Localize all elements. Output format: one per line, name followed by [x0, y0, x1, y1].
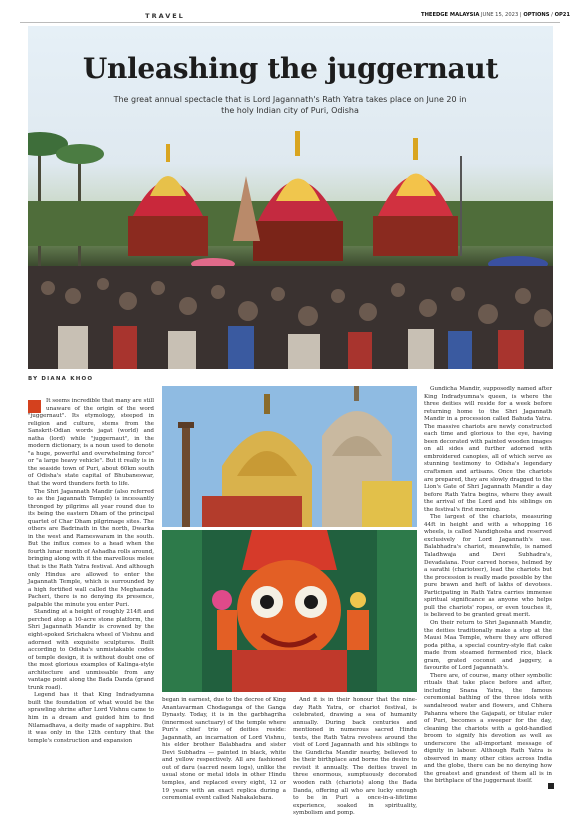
article-paragraph: It seems incredible that many are still unaware of the origin of the word "juggernaut". Its etymology, steeped in religion and culture, stems from the Sanskrit-Odian words jagat (world) and natha (lord) while "juggernaut", in the modern dictionary, is a noun used to denote "a huge, powerful and overwhelming force" or "a large heavy vehicle". But it really is in the seaside town of Puri, about 60km south of Odisha's state capital of Bhubaneswar, that the word thunders forth to life. [28, 398, 154, 488]
section-code: OPTIONS [523, 12, 550, 18]
article-column-4 [424, 386, 552, 791]
article-paragraph: On their return to Shri Jagannath Mandir, the deities traditionally make a stop at the Mausi Maa Temple, where they are offered poda pitha, a special country-style flat cake made from steamed fermented rice, black gram, grated coconut and jaggery, a favourite of Lord Jagannath's. [424, 619, 552, 672]
section-label: TRAVEL [145, 12, 185, 20]
drop-cap-square [28, 400, 41, 413]
article-column-3 [293, 697, 417, 817]
headline: Unleashing the juggernaut [82, 52, 499, 85]
deity-photo [162, 530, 417, 692]
article-paragraph: The Shri Jagannath Mandir (also referred to as the Jagannath Temple) is incessantly thronged by pilgrims all year round due to its being the eastern Dham of the principal quartet of Char Dham pilgrimage sites. The others are Badrinath in the north, Dwarka in the west and Rameswaram in the south. But the influx comes to a head when the fourth lunar month of Ashadha rolls around, bringing along with it the marvellous melee that is the Rath Yatra festival. And although only Hindus are allowed to enter the Jagannath Temple, which is surrounded by a high fortified wall called the Meghanada Pacheri, there is no denying its presence, palpable the minute you enter Puri. [28, 488, 154, 608]
header-rule [20, 22, 560, 23]
article-paragraph: began in earnest, due to the decree of King Anantavarman Chodaganga of the Ganga Dynasty. Today, it is in the garbhagriha (innermost sanctuary) of the temple where Puri's chief trio of deities reside: Jagannath, an incarnation of Lord Vishnu, his elder brother Balabhadra and sister Devi Subhadra — painted in black, white and yellow respectively. All are fashioned out of daru (sacred neem logs), unlike the usual stone or metal idols in other Hindu temples, and replaced every eight, 12 or 19 years with an exact replica during a ceremonial event called Nabakalebara. [162, 697, 286, 802]
publication-name: THEEDGE MALAYSIA [421, 12, 480, 18]
temple-photo [162, 386, 417, 527]
article-paragraph: And it is in their honour that the nine-day Rath Yatra, or chariot festival, is celebrated, drawing a sea of humanity annually. During back centuries and mentioned in numerous sacred Hindu texts, the Rath Yatra revolves around the visit of Lord Jagannath and his siblings to the Gundicha Mandir nearby, believed to be their birthplace and borne the desire to revisit it annually. The deities travel in three enormous, sumptuously decorated wooden rath (chariots) along the Bada Danda, offering all who are lucky enough to be in Puri a once-in-a-lifetime experience, soaked in spirituality, symbolism and pomp. [293, 697, 417, 817]
page-number: OP21 [554, 12, 570, 18]
article-paragraph: There are, of course, many other symbolic rituals that take place before and after, including Snana Yatra, the famous ceremonial bathing of the three idols with sandalwood water and flowers, and Chhera Pahanra where the Gajapati, or titular ruler of Puri, becomes a sweeper for the day, cleaning the chariots with a gold-handled broom to signify his devotion as well as underscore the all-important message of dignity in labour. Although Rath Yatra is observed in many other cities across India and the globe, there can be no denying how the greatest and grandest of them all is in the birthplace of the juggernaut itself. [424, 672, 552, 785]
article-paragraph: Standing at a height of roughly 214ft and perched atop a 10-acre stone platform, the Shri Jagannath Mandir is crowned by the eight-spoked Srichakra wheel of Vishnu and adorned with exquisite sculptures. Built according to Odisha's unmistakable codes of temple design, it is without doubt one of the most glorious examples of Kalinga-style architecture and unmissable from any vantage point along the Bada Danda (grand trunk road). [28, 609, 154, 691]
issue-date: JUNE 15, 2023 [481, 12, 519, 18]
deck: The great annual spectacle that is Lord Jagannath's Rath Yatra takes place on June 20 in the holy Indian city of Puri, Odisha [113, 95, 467, 115]
article-paragraph: Gundicha Mandir, supposedly named after King Indradyumna's queen, is where the three deities will reside for a week before returning home to the Shri Jagannath Mandir in a procession called Bahuda Yatra. The massive chariots are newly constructed each time and glorious to the eye, having been decorated with painted wooden images on all sides and further adorned with embroidered canopies, all of which serve as stunning testimony to Odisha's legendary craftsmen and artisans. Once the chariots are prepared, they are slowly dragged to the Lion's Gate of Shri Jagannath Mandir a day before Rath Yatra begins, where they await the arrival of the Lord and his siblings on the festival's first morning. [424, 386, 552, 513]
article-paragraph: The largest of the chariots, measuring 44ft in height and with a whopping 16 wheels, is called Nandighosha and reserved exclusively for Lord Jagannath's use. Balabhadra's chariot, meanwhile, is named Taladhwaja and Devi Subhadra's, Devadalana. Four carved horses, helmed by a sarathi (charioteer), lead the chariots but the procession is really made possible by the pure brawn and heft of lakhs of devotees. Participating in Rath Yatra carries immense spiritual significance as anyone who helps pull the chariots' ropes, or even touches it, is believed to be granted great merit. [424, 514, 552, 619]
article-paragraph: Legend has it that King Indradyumna built the foundation of what would be the sprawling shrine after Lord Vishnu came to him in a dream and guided him to find Nilamadhava, a deity made of sapphire. But it was only in the 12th century that the temple's construction and expansion [28, 692, 154, 744]
article-column-2 [162, 697, 286, 802]
masthead: THEEDGE MALAYSIA JUNE 15, 2023 | OPTIONS / OP21 [421, 12, 570, 18]
end-mark-square [548, 783, 554, 789]
article-column-1 [28, 398, 154, 798]
byline: BY DIANA KHOO [28, 376, 94, 382]
